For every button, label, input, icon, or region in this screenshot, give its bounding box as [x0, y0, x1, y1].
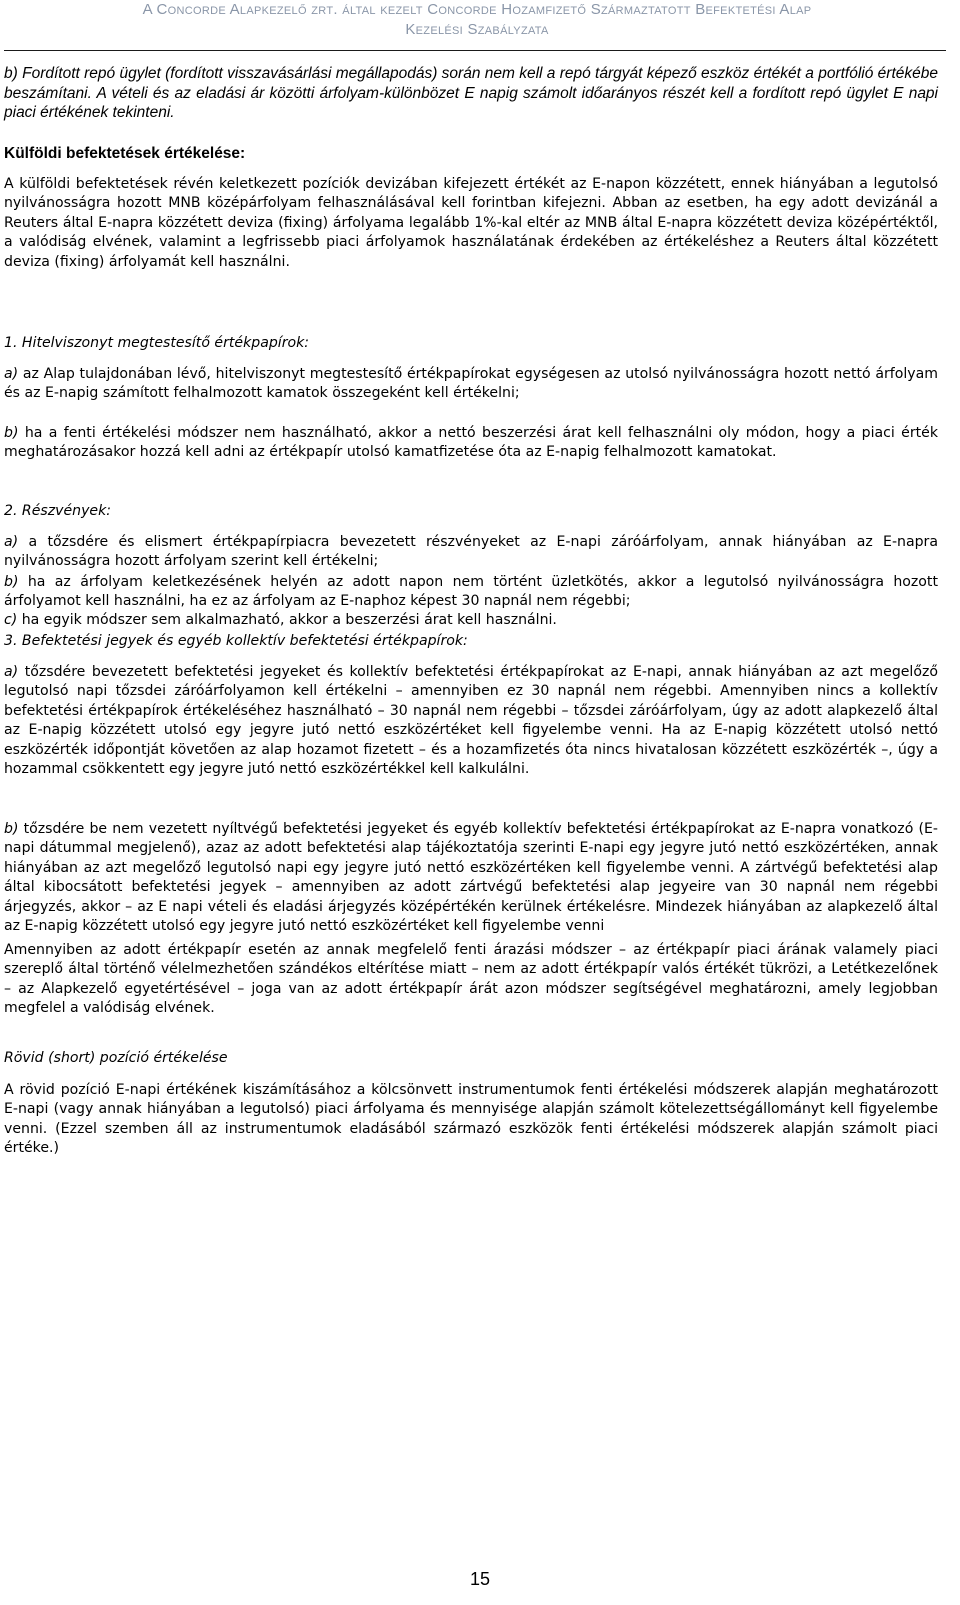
item-text: tőzsdére be nem vezetett nyíltvégű befektetési jegyeket és egyéb kollektív befektetési értékpapírokat az E-napra vonatkozó (E-napi dátummal megjelenő), azaz az adott befektetési alap tájékoztatója szerinti E-napi egy jegyre jutó nettó eszközértéken, annak hiányában az azt megelőző legutolsó napi egy jegyre jutó nettó eszközértéken kell figyelembe venni. A zártvégű befektetési alap által kibocsátott befektetési jegyek – amennyiben az adott zártvégű befektetési alap jegyeire van 30 napnál nem régebbi árjegyzés, akkor – az E napi vételi és eladási árjegyzés középértékén kerülnek értékelésre. Mindezek hiányában az alapkezelő által az E-napig közzétett utolsó egy jegyre jutó nettó eszközértéket kell figyelembe venni — [4, 821, 938, 935]
page-number: 15 — [469, 1569, 491, 1589]
paragraph-text: Amennyiben az adott értékpapír esetén az annak megfelelő fenti árazási módszer – az értékpapír piaci árának valamely piaci szereplő által történő vélelmezhetően szándékos eltérítése miatt – nem az adott értékpapír valós értékét tükrözi, a Letétkezelőnek – az Alapkezelő egyetértésével – joga van az adott értékpapír árát azon módszer segítségével meghatározni, amely legjobban megfelel a valódiság elvének. — [4, 942, 938, 1017]
item-text: ha a fenti értékelési módszer nem használható, akkor a nettó beszerzési árat kell felhasználni oly módon, hogy a piaci érték meghatározásakor hozzá kell adni az értékpapír utolsó kamatfizetése óta az E-napig felhalmozott kamatokat. — [4, 425, 938, 461]
item-text: tőzsdére bevezetett befektetési jegyeket és kollektív befektetési értékpapírokat az E-napi, annak hiányában az azt megelőző legutolsó napi tőzsdei záróárfolyamon kell értékelni – amennyiben ez 30 napnál nem régebbi. Amennyiben nincs a kollektív befektetési értékpapírok értékeléséhez használható – 30 napnál nem régebbi – tőzsdei záróárfolyam, úgy az adott alapkezelő által az E-napig közzétett utolsó egy jegyre jutó nettó eszközértéket kell figyelembe venni. Ha az E-napig közzétett utolsó nettó eszközérték időpontját követően az alap hozamot fizetett – és a hozamfizetés óta nincs hivatalosan közzétett eszközérték –, úgy a hozammal csökkentett egy jegyre jutó nettó eszközértékkel kell kalkulálni. — [4, 664, 938, 778]
item-label: b) — [4, 65, 18, 82]
section-heading-rovid: Rövid (short) pozíció értékelése — [4, 1050, 228, 1066]
section-heading-3: 3. Befektetési jegyek és egyéb kollektív befektetési értékpapírok: — [4, 633, 468, 649]
item-label: b) — [4, 821, 19, 837]
header-line-1: A Concorde Alapkezelő zrt. által kezelt Concorde Hozamfizető Származtatott Befektetési Alap — [142, 1, 812, 18]
item-label: a) — [4, 534, 19, 550]
page-header — [8, 0, 946, 40]
item-text: ha az árfolyam keletkezésének helyén az adott napon nem történt üzletkötés, akkor a legutolsó nyilvánosságra hozott árfolyamot kell használni, ha ez az árfolyam az E-naphoz képest 30 napnál nem régebbi; — [4, 574, 938, 610]
item-label: a) — [4, 366, 19, 382]
paragraph-kulfoldi — [4, 175, 938, 272]
section-heading-2: 2. Részvények: — [4, 503, 111, 519]
item-text: a tőzsdére és elismert értékpapírpiacra bevezetett részvényeket az E-napi záróárfolyam, annak hiányában az E-napra nyilvánosságra hozott árfolyam szerint kell értékelni; — [4, 534, 938, 570]
paragraph-text: A külföldi befektetések révén keletkezett pozíciók devizában kifejezett értékét az E-napon közzétett, ennek hiányában a legutolsó nyilvánosságra hozott MNB középárfolyam felhasználásával kell forintban kifejezni. Abban az esetben, ha egy adott devizánál a Reuters által E-napra közzétett deviza (fixing) árfolyama legalább 1%-kal eltér az MNB által E-napra közzétett deviza középértéktől, a valódiság elvének, valamint a legfrissebb piaci árfolyamok használatának érdekében az értékeléshez a Reuters által közzétett deviza (fixing) árfolyamát kell használni. — [4, 176, 938, 270]
paragraph-text: A rövid pozíció E-napi értékének kiszámításához a kölcsönvett instrumentumok fenti értékelési módszerek alapján meghatározott E-napi (vagy annak hiányában a legutolsó) piaci árfolyama és mennyisége alapján számolt kötelezettségállományt kell figyelembe venni. (Ezzel szemben áll az instrumentumok eladásából származó eszközök fenti értékelési módszerek alapján számolt piaci értéke.) — [4, 1082, 938, 1157]
item-text: Fordított repó ügylet (fordított visszavásárlási megállapodás) során nem kell a repó tárgyát képező eszköz értékét a portfólió értékébe beszámítani. A vételi és az eladási ár közötti árfolyam-különbözet E napig számolt időarányos részét kell a fordított repó ügylet E napi piaci értékének tekinteni. — [4, 65, 938, 122]
paragraph-rovid — [4, 1081, 938, 1159]
header-divider — [4, 50, 946, 51]
section-heading-kulfoldi: Külföldi befektetések értékelése: — [4, 145, 246, 162]
section-heading-1: 1. Hitelviszonyt megtestesítő értékpapírok: — [4, 335, 310, 351]
item-text: az Alap tulajdonában lévő, hitelviszonyt megtestesítő értékpapírokat egységesen az utolsó nyilvánosságra hozott nettó árfolyam és az E-napig számított felhalmozott kamatok összegeként kell értékelni; — [4, 366, 939, 402]
list-item-1b — [4, 424, 938, 463]
list-item-2a — [4, 533, 938, 572]
header-line-2: Kezelési Szabályzata — [405, 21, 549, 38]
item-label: c) — [4, 612, 18, 628]
list-item-2b — [4, 573, 938, 612]
paragraph-forditott-repo — [4, 64, 938, 123]
item-label: a) — [4, 664, 19, 680]
list-item-3b — [4, 820, 938, 936]
item-label: b) — [4, 425, 19, 441]
list-item-2c — [4, 611, 938, 630]
list-item-1a — [4, 365, 938, 404]
list-item-3a — [4, 663, 938, 779]
item-text: ha egyik módszer sem alkalmazható, akkor a beszerzési árat kell használni. — [21, 612, 557, 628]
item-label: b) — [4, 574, 19, 590]
paragraph-section3-closing — [4, 941, 938, 1019]
